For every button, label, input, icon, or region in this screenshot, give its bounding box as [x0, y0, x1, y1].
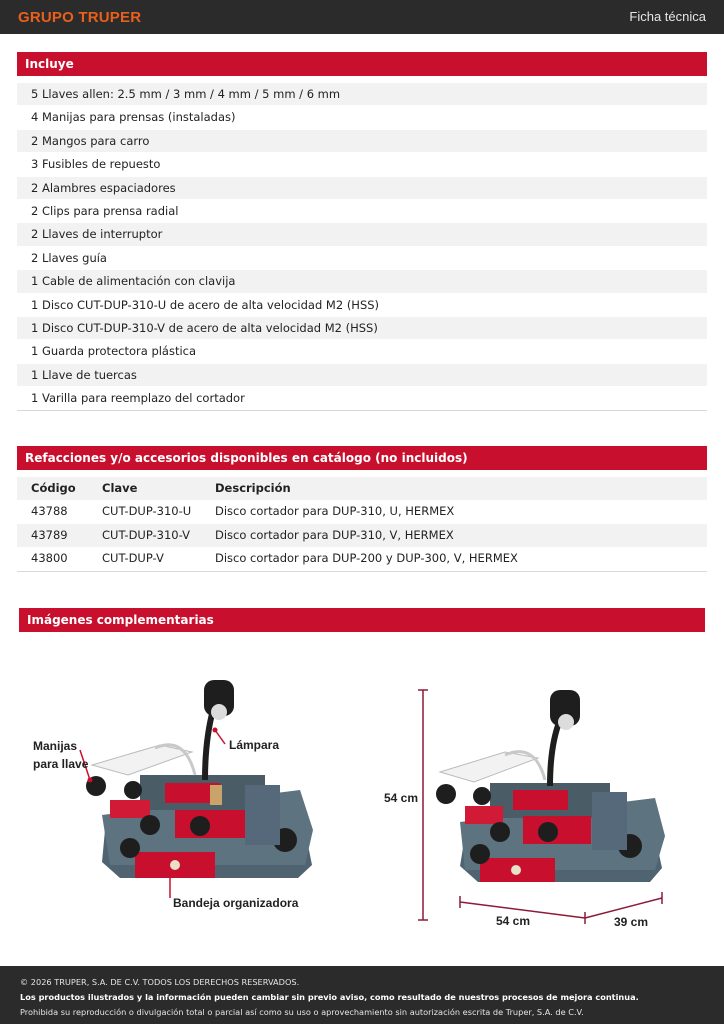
table-cell: Disco cortador para DUP-200 y DUP-300, V, HERMEX: [215, 551, 518, 566]
table-row: [17, 500, 707, 523]
table-header-row: [17, 477, 707, 500]
table-row: [17, 547, 707, 570]
callout-tray: Bandeja organizadora: [173, 896, 299, 910]
list-item: 1 Varilla para reemplazo del cortador: [17, 387, 707, 410]
document-type-label: Ficha técnica: [629, 9, 706, 24]
table-cell: CUT-DUP-310-U: [102, 504, 192, 519]
table-cell: CUT-DUP-310-V: [102, 527, 190, 542]
dimension-height-label: 54 cm: [384, 791, 419, 805]
footer-prohibition: Prohibida su reproducción o divulgación total o parcial así como su uso o aprovechamiento sin autorización escrita de Truper, S.A. de C.V.: [20, 1007, 584, 1017]
list-item: 1 Llave de tuercas: [17, 364, 707, 387]
list-item: 3 Fusibles de repuesto: [17, 153, 707, 176]
accessories-section-title: Refacciones y/o accesorios disponibles en catálogo (no incluidos): [17, 446, 707, 470]
list-divider: [17, 410, 707, 411]
complementary-images: [0, 640, 724, 960]
table-header-cell: Descripción: [215, 481, 291, 495]
table-header-cell: Clave: [102, 481, 138, 495]
table-cell: 43789: [31, 527, 68, 542]
list-item: 1 Disco CUT-DUP-310-U de acero de alta velocidad M2 (HSS): [17, 294, 707, 317]
list-item: 2 Mangos para carro: [17, 130, 707, 153]
includes-list: [17, 83, 707, 411]
table-row: [17, 524, 707, 547]
machine-image-left: [80, 680, 313, 898]
callout-handles-line2: para llave: [33, 757, 89, 771]
dimension-depth-label: 39 cm: [614, 915, 649, 929]
accessories-table: [17, 477, 707, 572]
machine-image-right: [436, 690, 665, 882]
machine-illustrations: [0, 640, 724, 960]
images-section-title: Imágenes complementarias: [19, 608, 705, 632]
dimension-width-label: 54 cm: [496, 914, 531, 928]
list-item: 2 Clips para prensa radial: [17, 200, 707, 223]
page-footer: [0, 966, 724, 1024]
page-header: [0, 0, 724, 34]
table-cell: CUT-DUP-V: [102, 551, 164, 566]
list-item: 4 Manijas para prensas (instaladas): [17, 106, 707, 129]
list-item: 1 Cable de alimentación con clavija: [17, 270, 707, 293]
list-item: 1 Disco CUT-DUP-310-V de acero de alta velocidad M2 (HSS): [17, 317, 707, 340]
footer-copyright: © 2026 TRUPER, S.A. DE C.V. TODOS LOS DERECHOS RESERVADOS.: [20, 977, 300, 987]
footer-notice: Los productos ilustrados y la información pueden cambiar sin previo aviso, como resultado de nuestros procesos de mejora continua.: [20, 992, 639, 1002]
callout-lamp: Lámpara: [229, 738, 280, 752]
list-item: 2 Alambres espaciadores: [17, 177, 707, 200]
table-cell: 43800: [31, 551, 68, 566]
callout-handles-line1: Manijas: [33, 739, 78, 753]
table-header-cell: Código: [31, 481, 76, 495]
table-cell: Disco cortador para DUP-310, V, HERMEX: [215, 527, 454, 542]
brand-logo: GRUPO TRUPER: [18, 9, 142, 26]
table-cell: 43788: [31, 504, 68, 519]
table-divider: [17, 571, 707, 572]
includes-section-title: Incluye: [17, 52, 707, 76]
list-item: 2 Llaves guía: [17, 247, 707, 270]
list-item: 2 Llaves de interruptor: [17, 223, 707, 246]
table-cell: Disco cortador para DUP-310, U, HERMEX: [215, 504, 455, 519]
list-item: 1 Guarda protectora plástica: [17, 340, 707, 363]
list-item: 5 Llaves allen: 2.5 mm / 3 mm / 4 mm / 5 mm / 6 mm: [17, 83, 707, 106]
